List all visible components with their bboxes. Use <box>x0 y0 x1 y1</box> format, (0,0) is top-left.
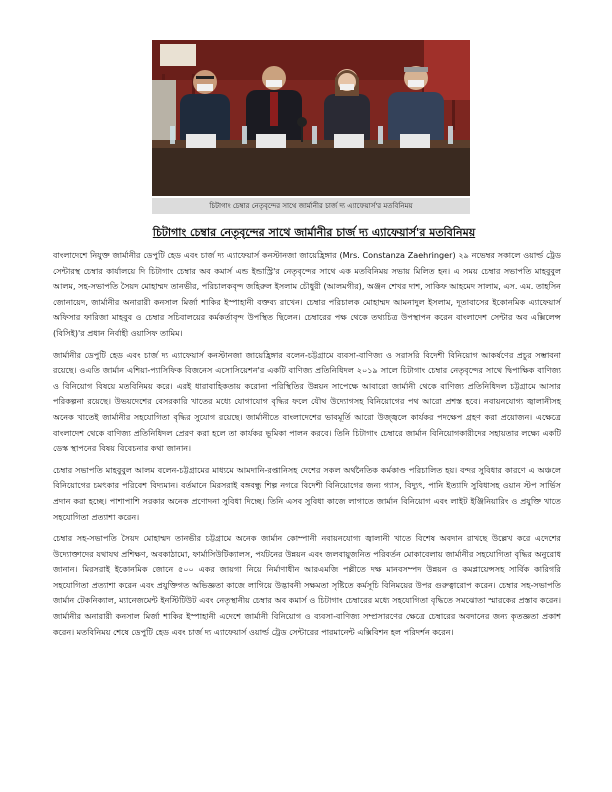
photo-caption: চিটাগাং চেম্বার নেতৃবৃন্দের সাথে জার্মানীর চার্জ দ্য এ্যাফেয়ার্স'র মতবিনিময় <box>152 198 470 214</box>
article-paragraph-3: চেম্বার সভাপতি মাহবুবুল আলম বলেন-চট্টগ্রামের মাধ্যমে আমদানি-রপ্তানিসহ দেশের সকল অর্থনৈতিক কর্মকাণ্ড পরিচালিত হয়। বন্দর সুবিধার কারণে এ অঞ্চলে বিনিয়োগের চমৎকার পরিবেশ বিদ্যমান। বর্তমানে মিরসরাই বঙ্গবন্ধু শিল্প নগরে বিদেশী বিনিয়োগের জন্য গ্যাস, বিদ্যুৎ, পানি ইত্যাদি সুবিধাসহ ওয়ান স্টপ সার্ভিস প্রদান করা হচ্ছে। পাশাপাশি সরকার অনেক প্রণোদনা সুবিধা দিচ্ছে। তিনি এসব সুবিধা কাজে লাগাতে জার্মান বিনিয়োগ এবং লাইট ইঞ্জিনিয়ারিং ও প্রযুক্তি খাতে সহযোগিতা প্রত্যাশা করেন। <box>53 464 561 522</box>
article-headline: চিটাগাং চেম্বার নেতৃবৃন্দের সাথে জার্মানীর চার্জ দ্য এ্যাফেয়ার্স'র মতবিনিময় <box>152 226 476 239</box>
meeting-photo-illustration <box>152 40 470 196</box>
article-paragraph-2: জার্মানীর ডেপুটি হেড এবং চার্জ দ্য এ্যাফেয়ার্স কনস্টানজা জায়েহ্রিঙ্গার বলেন-চট্টগ্রামে ব্যবসা-বাণিজ্য ও সরাসরি বিদেশী বিনিয়োগ আকর্ষণের প্রচুর সম্ভাবনা রয়েছে। ওএতি জার্মান এশিয়া-প্যাসিফিক বিজনেস এসোসিয়েশন'র একটি বাণিজ্য প্রতিনিধিদল ২০১৯ সালে চিটাগাং চেম্বার নেতৃবৃন্দের সাথে দ্বিপাক্ষিক বাণিজ্য ও বিনিয়োগ বিষয়ে মতবিনিময় করে। এরই ধারাবাহিকতায় করোনা পরিস্থিতির উন্নয়ন সাপেক্ষে আবারো জার্মানী থেকে বাণিজ্য প্রতিনিধিদল চট্টগ্রামে আসার পরিকল্পনা রয়েছে। উভয়দেশের বেসরকারি খাতের মধ্যে যোগাযোগ বৃদ্ধির ফলে যৌথ উদ্যোগসহ বিনিয়োগের পথ আরো প্রশস্ত হবে। নবায়নযোগ্য জ্বালানীসহ অনেক খাতেই জার্মানীর সহযোগিতা বৃদ্ধির সুযোগ রয়েছে। জার্মানীতে বাংলাদেশের ভাবমূর্তি আরো উজ্জ্বলে কার্যকর পদক্ষেপ গ্রহণ করা প্রয়োজন। এক্ষেত্রে বাংলাদেশ থেকে বাণিজ্য প্রতিনিধিদল প্রেরণ করা হলে তা কার্যকর ভূমিকা পালন করবে। তিনি চিটাগাং চেম্বারে জার্মান বিনিয়োগকারীদের সহায়তার লক্ষ্যে একটি ডেস্ক স্থাপনের বিষয় বিবেচনার কথা জানান। <box>53 349 561 454</box>
article-paragraph-1: বাংলাদেশে নিযুক্ত জার্মানীর ডেপুটি হেড এবং চার্জ দ্য এ্যাফেয়ার্স কনস্টানজা জায়েহ্রিঙ্গার (Mrs. Constanza Zaehringer) ২৯ নভেম্বর সকালে ওয়ার্ল্ড ট্রেড সেন্টারস্থ চেম্বার কার্যালয়ে দি চিটাগাং চেম্বার অব কমার্স এন্ড ইন্ডাস্ট্রি'র নেতৃবৃন্দের সাথে এক মতবিনিময় সভায় মিলিত হন। এ সময় চেম্বার সভাপতি মাহবুবুল আলম, সহ-সভাপতি সৈয়দ মোহাম্মদ তানভীর, পরিচালকবৃন্দ জহিরুল ইসলাম চৌধুরী (আলমগীর), অঞ্জন শেখর দাশ, সাকিফ আহমেদ সালাম, এস. এম. তাহসিন জোনায়েদ, জার্মানীর অনারারী কনসাল মির্জা শাকির ইস্পাহানী বক্তব্য রাখেন। চেম্বার পরিচালক মোহাম্মদ আমনাদুল ইসলাম, দূতাবাসের ইকোনমিক এ্যাফেয়ার্স অফিসার ফারিজা মাহবুব ও চেম্বার সচিবালয়ের কর্মকর্তাবৃন্দ উপস্থিত ছিলেন। চেম্বারের পক্ষ থেকে তথ্যচিত্র উপস্থাপন করেন বাংলাদেশ সেন্টার অব এক্সিলেন্স (বিসিই)'র প্রধান নির্বাহী ওয়াসিফ তামিম। <box>53 250 562 338</box>
meeting-photo <box>152 40 470 196</box>
article-paragraph-4: চেম্বার সহ-সভাপতি সৈয়দ মোহাম্মদ তানভীর চট্টগ্রামে অনেক জার্মান কোম্পানী নবায়নযোগ্য জ্বালানী খাতে বিশেষ অবদান রাখছে উল্লেখ করে এদেশের উদ্যোক্তাদের যথাযথ প্রশিক্ষণ, অবকাঠামো, ফার্মাসিউটিক্যালস, পর্যটনের উন্নয়ন এবং জলবায়ুজনিত পরিবর্তন মোকাবেলায় জার্মানীর সহযোগিতা বৃদ্ধির অনুরোধ জানান। মিরসরাই ইকোনমিক জোনে ৫০০ একর জায়গা নিয়ে নির্মাণাধীন আরএমজি পল্লীতে দক্ষ মানবসম্পদ উন্নয়ন ও কমপ্লায়েন্সসহ সার্বিক কারিগরি সহযোগিতা প্রত্যাশা করেন এবং প্রযুক্তিগত অভিজ্ঞতা কাজে লাগিয়ে উদ্ভাবনী সক্ষমতা সৃষ্টিতে কর্মসূচি বিনিময়ের উপর গুরুত্বারোপ করেন। চেম্বার সহ-সভাপতি জার্মান টেকনিক্যাল, ম্যানেজমেন্ট ইনস্টিটিউট এবং নেতৃস্থানীয় চেম্বার অব কমার্স ও চিটাগাং চেম্বারের মধ্যে সহযোগিতা বৃদ্ধিতে সমঝোতা স্মারকের প্রস্তাব করেন। জার্মানীর অনারারী কনসাল মির্জা শাকির ইস্পাহানী এদেশে জার্মানী বিনিয়োগ ও ব্যবসা-বাণিজ্য সম্প্রসারণের ক্ষেত্রে চেম্বারের অবদানের জন্য কৃতজ্ঞতা প্রকাশ করেন। মতবিনিময় শেষে ডেপুটি হেড এবং চার্জ দ্য এ্যাফেয়ার্স ওয়ার্ল্ড ট্রেড সেন্টারের পারমানেন্ট এক্সিবিশন হল পরিদর্শন করেন। <box>53 533 561 637</box>
article-body <box>53 248 561 646</box>
meeting-photo-block <box>152 40 470 214</box>
